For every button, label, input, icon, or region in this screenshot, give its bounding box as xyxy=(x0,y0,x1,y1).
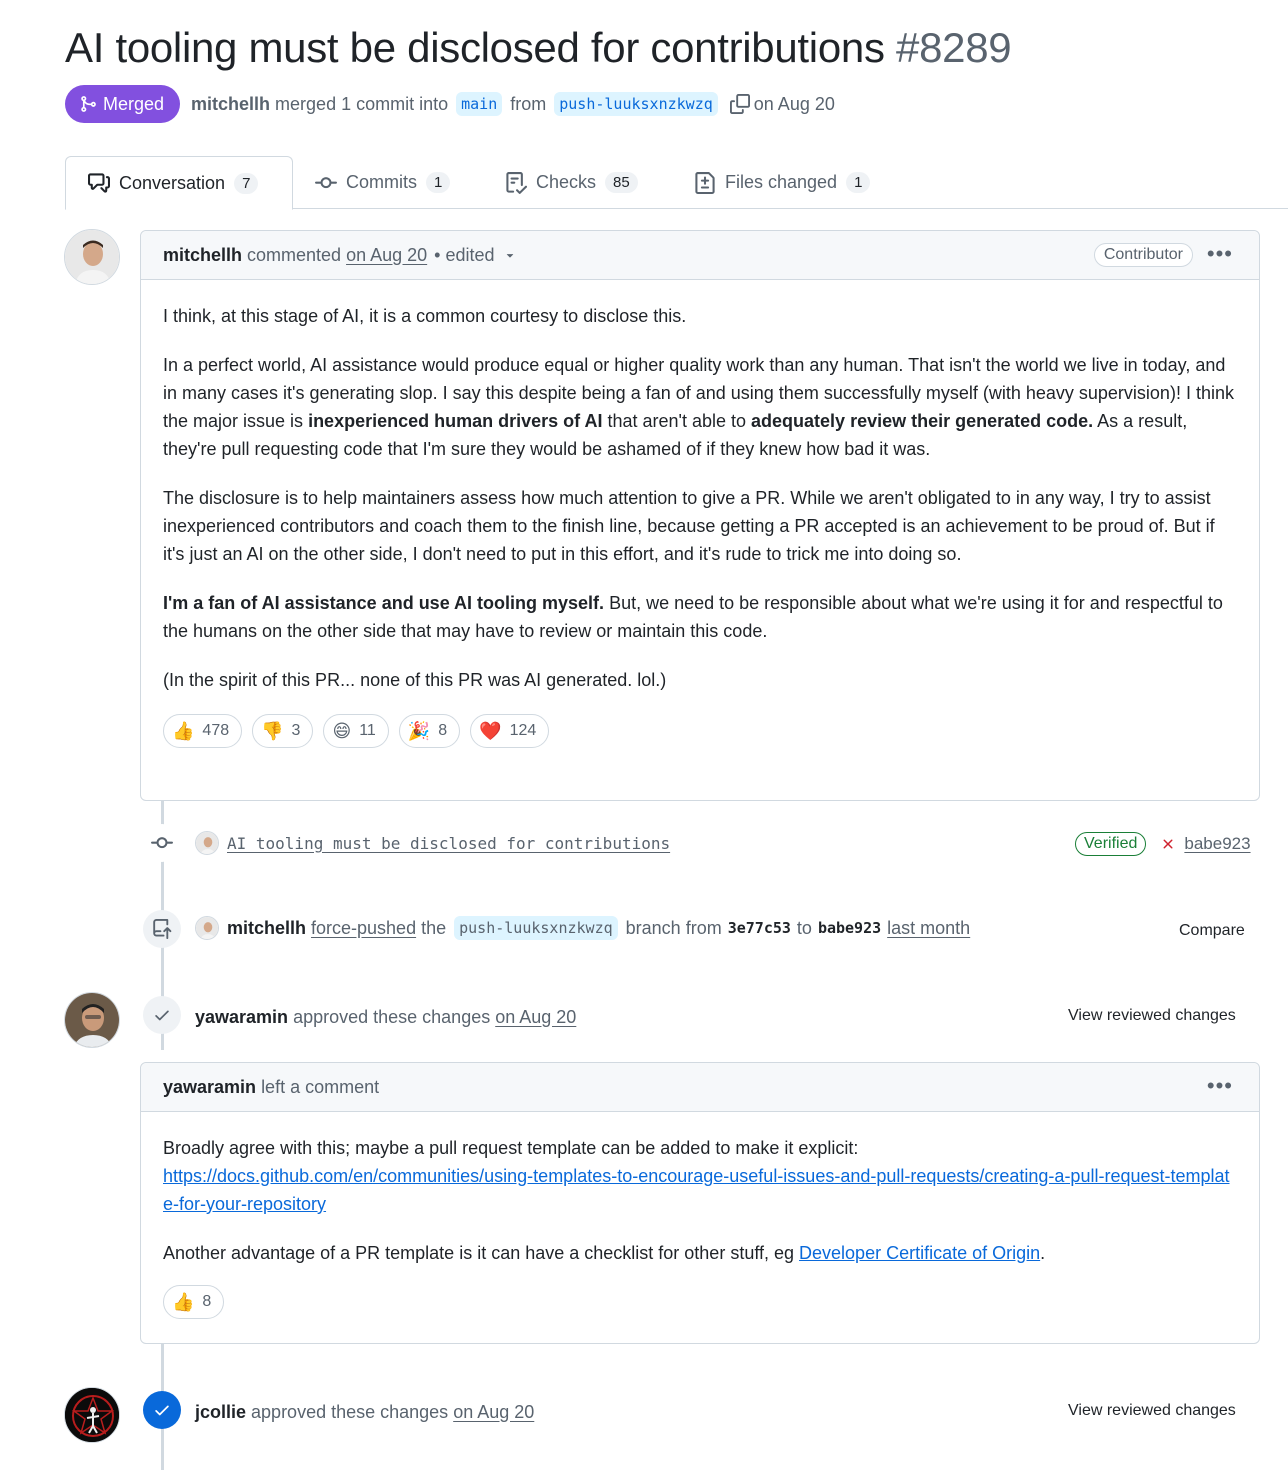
comment-action: left a comment xyxy=(261,1076,380,1097)
commit-meta xyxy=(1075,829,1251,859)
triangle-down-icon[interactable] xyxy=(503,248,517,262)
base-branch[interactable]: main xyxy=(456,92,502,116)
the-text: the xyxy=(421,917,447,938)
comment-header xyxy=(141,1063,1259,1112)
review-action: approved these changes xyxy=(251,1401,449,1422)
to-sha[interactable]: babe923 xyxy=(817,919,882,937)
comment-yawaramin xyxy=(140,1062,1260,1344)
avatar-yawaramin[interactable] xyxy=(64,992,120,1048)
comment-discussion-icon xyxy=(88,172,110,194)
checklist-icon xyxy=(505,172,527,194)
copy-icon[interactable] xyxy=(730,94,750,114)
contributor-badge: Contributor xyxy=(1094,243,1193,267)
reaction-thumbs-up[interactable]: 👍 478 xyxy=(163,714,242,748)
comment-header xyxy=(141,231,1259,280)
branch-from-text: branch from xyxy=(625,917,722,938)
to-text: to xyxy=(796,917,812,938)
tab-commits-label: Commits xyxy=(346,172,417,192)
tab-checks-label: Checks xyxy=(536,172,597,192)
git-commit-icon xyxy=(143,824,181,862)
tab-files-changed-count: 1 xyxy=(846,172,870,193)
tab-commits-count: 1 xyxy=(426,172,450,193)
docs-link[interactable]: https://docs.github.com/en/communities/using-templates-to-encourage-useful-issues-and-pull-requests/creating-a-pull-request-template-for-your-repository xyxy=(163,1166,1230,1214)
git-merge-icon xyxy=(79,95,97,113)
x-icon[interactable] xyxy=(1160,836,1176,852)
tab-files-changed-label: Files changed xyxy=(725,172,838,192)
reaction-thumbs-down[interactable]: 👎 3 xyxy=(252,714,313,748)
tab-conversation-count: 7 xyxy=(234,173,258,194)
comment-paragraph: I'm a fan of AI assistance and use AI tooling myself. But, we need to be responsible about what we're using it for and respectful to the humans on the other side that may have to review or maintain this code. xyxy=(163,593,1223,641)
avatar-mitchellh-small[interactable] xyxy=(195,831,219,855)
comment-paragraph: (In the spirit of this PR... none of this PR was AI generated. lol.) xyxy=(163,670,667,690)
from-sha[interactable]: 3e77c53 xyxy=(727,919,791,937)
review-jcollie-event xyxy=(195,1397,534,1427)
merge-date: on Aug 20 xyxy=(753,93,835,114)
check-icon xyxy=(143,996,181,1034)
reaction-hooray[interactable]: 🎉 8 xyxy=(399,714,460,748)
reviewer-name[interactable]: jcollie xyxy=(195,1401,247,1422)
review-date-link[interactable]: on Aug 20 xyxy=(495,1006,577,1027)
reaction-laugh[interactable]: 😄 11 xyxy=(323,714,388,748)
reactions-bar xyxy=(163,714,1237,748)
reaction-thumbs-up[interactable]: 👍 8 xyxy=(163,1285,224,1319)
review-action: approved these changes xyxy=(293,1006,491,1027)
review-yawaramin-event xyxy=(195,1002,576,1032)
view-reviewed-changes-button[interactable]: View reviewed changes xyxy=(1068,1402,1236,1419)
tab-files-changed[interactable] xyxy=(672,156,892,209)
commit-message-link[interactable]: AI tooling must be disclosed for contributions xyxy=(227,833,671,853)
tab-conversation-label: Conversation xyxy=(119,172,226,193)
pr-tabs xyxy=(65,156,1288,209)
reactions-bar xyxy=(163,1285,1237,1319)
comment-paragraph: The disclosure is to help maintainers assess how much attention to give a PR. While we aren't obligated to in any way, I try to assist inexperienced contributors and coach them to the finish line, because getting a PR accepted is an achievement to be proud of. But if it's just an AI on the other side, I don't need to put in this effort, and it's rude to trick me into doing so. xyxy=(163,488,1215,564)
comment-paragraph: I think, at this stage of AI, it is a common courtesy to disclose this. xyxy=(163,306,687,326)
comment-author[interactable]: mitchellh xyxy=(163,244,243,265)
verified-badge[interactable]: Verified xyxy=(1075,832,1146,856)
git-commit-icon xyxy=(315,172,337,194)
tab-checks[interactable] xyxy=(483,156,660,209)
avatar-jcollie[interactable] xyxy=(64,1387,120,1443)
kebab-horizontal-icon[interactable]: ••• xyxy=(1206,241,1233,266)
force-push-author[interactable]: mitchellh xyxy=(227,917,307,938)
force-pushed-link[interactable]: force-pushed xyxy=(311,917,417,938)
comment-paragraph: In a perfect world, AI assistance would produce equal or higher quality work than any human. That isn't the world we live in today, and in many cases it's generating slop. I say this despite being a fan of and using them successfully myself (with heavy supervision)! I think the major issue is inexperienced human drivers of AI that aren't able to adequately review their generated code. As a result, they're pull requesting code that I'm sure they would be ashamed of if they knew how bad it was. xyxy=(163,355,1234,459)
tab-checks-count: 85 xyxy=(605,172,638,193)
pr-number: #8289 xyxy=(896,24,1012,71)
pr-author-link[interactable]: mitchellh xyxy=(191,93,271,114)
avatar-mitchellh[interactable] xyxy=(64,229,120,285)
force-push-branch[interactable]: push-luuksxnzkwzq xyxy=(454,916,618,940)
comment-body xyxy=(141,1112,1259,1341)
check-icon xyxy=(143,1391,181,1429)
compare-button[interactable]: Compare xyxy=(1179,922,1245,939)
merged-text: merged 1 commit into xyxy=(275,93,449,114)
commit-event xyxy=(195,828,670,858)
pr-meta xyxy=(65,85,835,123)
tab-commits[interactable] xyxy=(293,156,472,209)
merged-status-badge xyxy=(65,85,180,123)
reaction-heart[interactable]: ❤️ 124 xyxy=(470,714,549,748)
dco-link[interactable]: Developer Certificate of Origin xyxy=(799,1243,1041,1263)
pr-title xyxy=(65,24,1011,72)
comment-author[interactable]: yawaramin xyxy=(163,1076,257,1097)
comment-date-link[interactable]: on Aug 20 xyxy=(346,244,428,265)
head-branch[interactable]: push-luuksxnzkwzq xyxy=(554,92,718,116)
review-date-link[interactable]: on Aug 20 xyxy=(453,1401,535,1422)
force-push-time[interactable]: last month xyxy=(887,917,971,938)
view-reviewed-changes-button[interactable]: View reviewed changes xyxy=(1068,1007,1236,1024)
comment-paragraph: Broadly agree with this; maybe a pull request template can be added to make it explicit: https://docs.github.com/en/communities/using-templates-to-encourage-useful-issues-and-pull-requests/creating-a-pull-request-template-for-your-repository xyxy=(163,1138,1230,1214)
comment-mitchellh xyxy=(140,230,1260,801)
comment-body xyxy=(141,280,1259,770)
force-push-event xyxy=(195,913,970,943)
pr-title-text: AI tooling must be disclosed for contributions xyxy=(65,24,885,71)
reviewer-name[interactable]: yawaramin xyxy=(195,1006,289,1027)
merged-label: Merged xyxy=(103,93,165,114)
tab-conversation[interactable] xyxy=(65,156,293,210)
file-diff-icon xyxy=(694,172,716,194)
avatar-mitchellh-small[interactable] xyxy=(195,916,219,940)
commit-sha-link[interactable]: babe923 xyxy=(1184,834,1251,853)
kebab-horizontal-icon[interactable]: ••• xyxy=(1206,1073,1233,1098)
repo-push-icon xyxy=(143,910,181,948)
from-text: from xyxy=(510,93,547,114)
edited-label[interactable]: • edited xyxy=(434,244,495,265)
comment-paragraph: Another advantage of a PR template is it can have a checklist for other stuff, eg Developer Certificate of Origin. xyxy=(163,1243,1046,1263)
comment-action: commented xyxy=(247,244,342,265)
